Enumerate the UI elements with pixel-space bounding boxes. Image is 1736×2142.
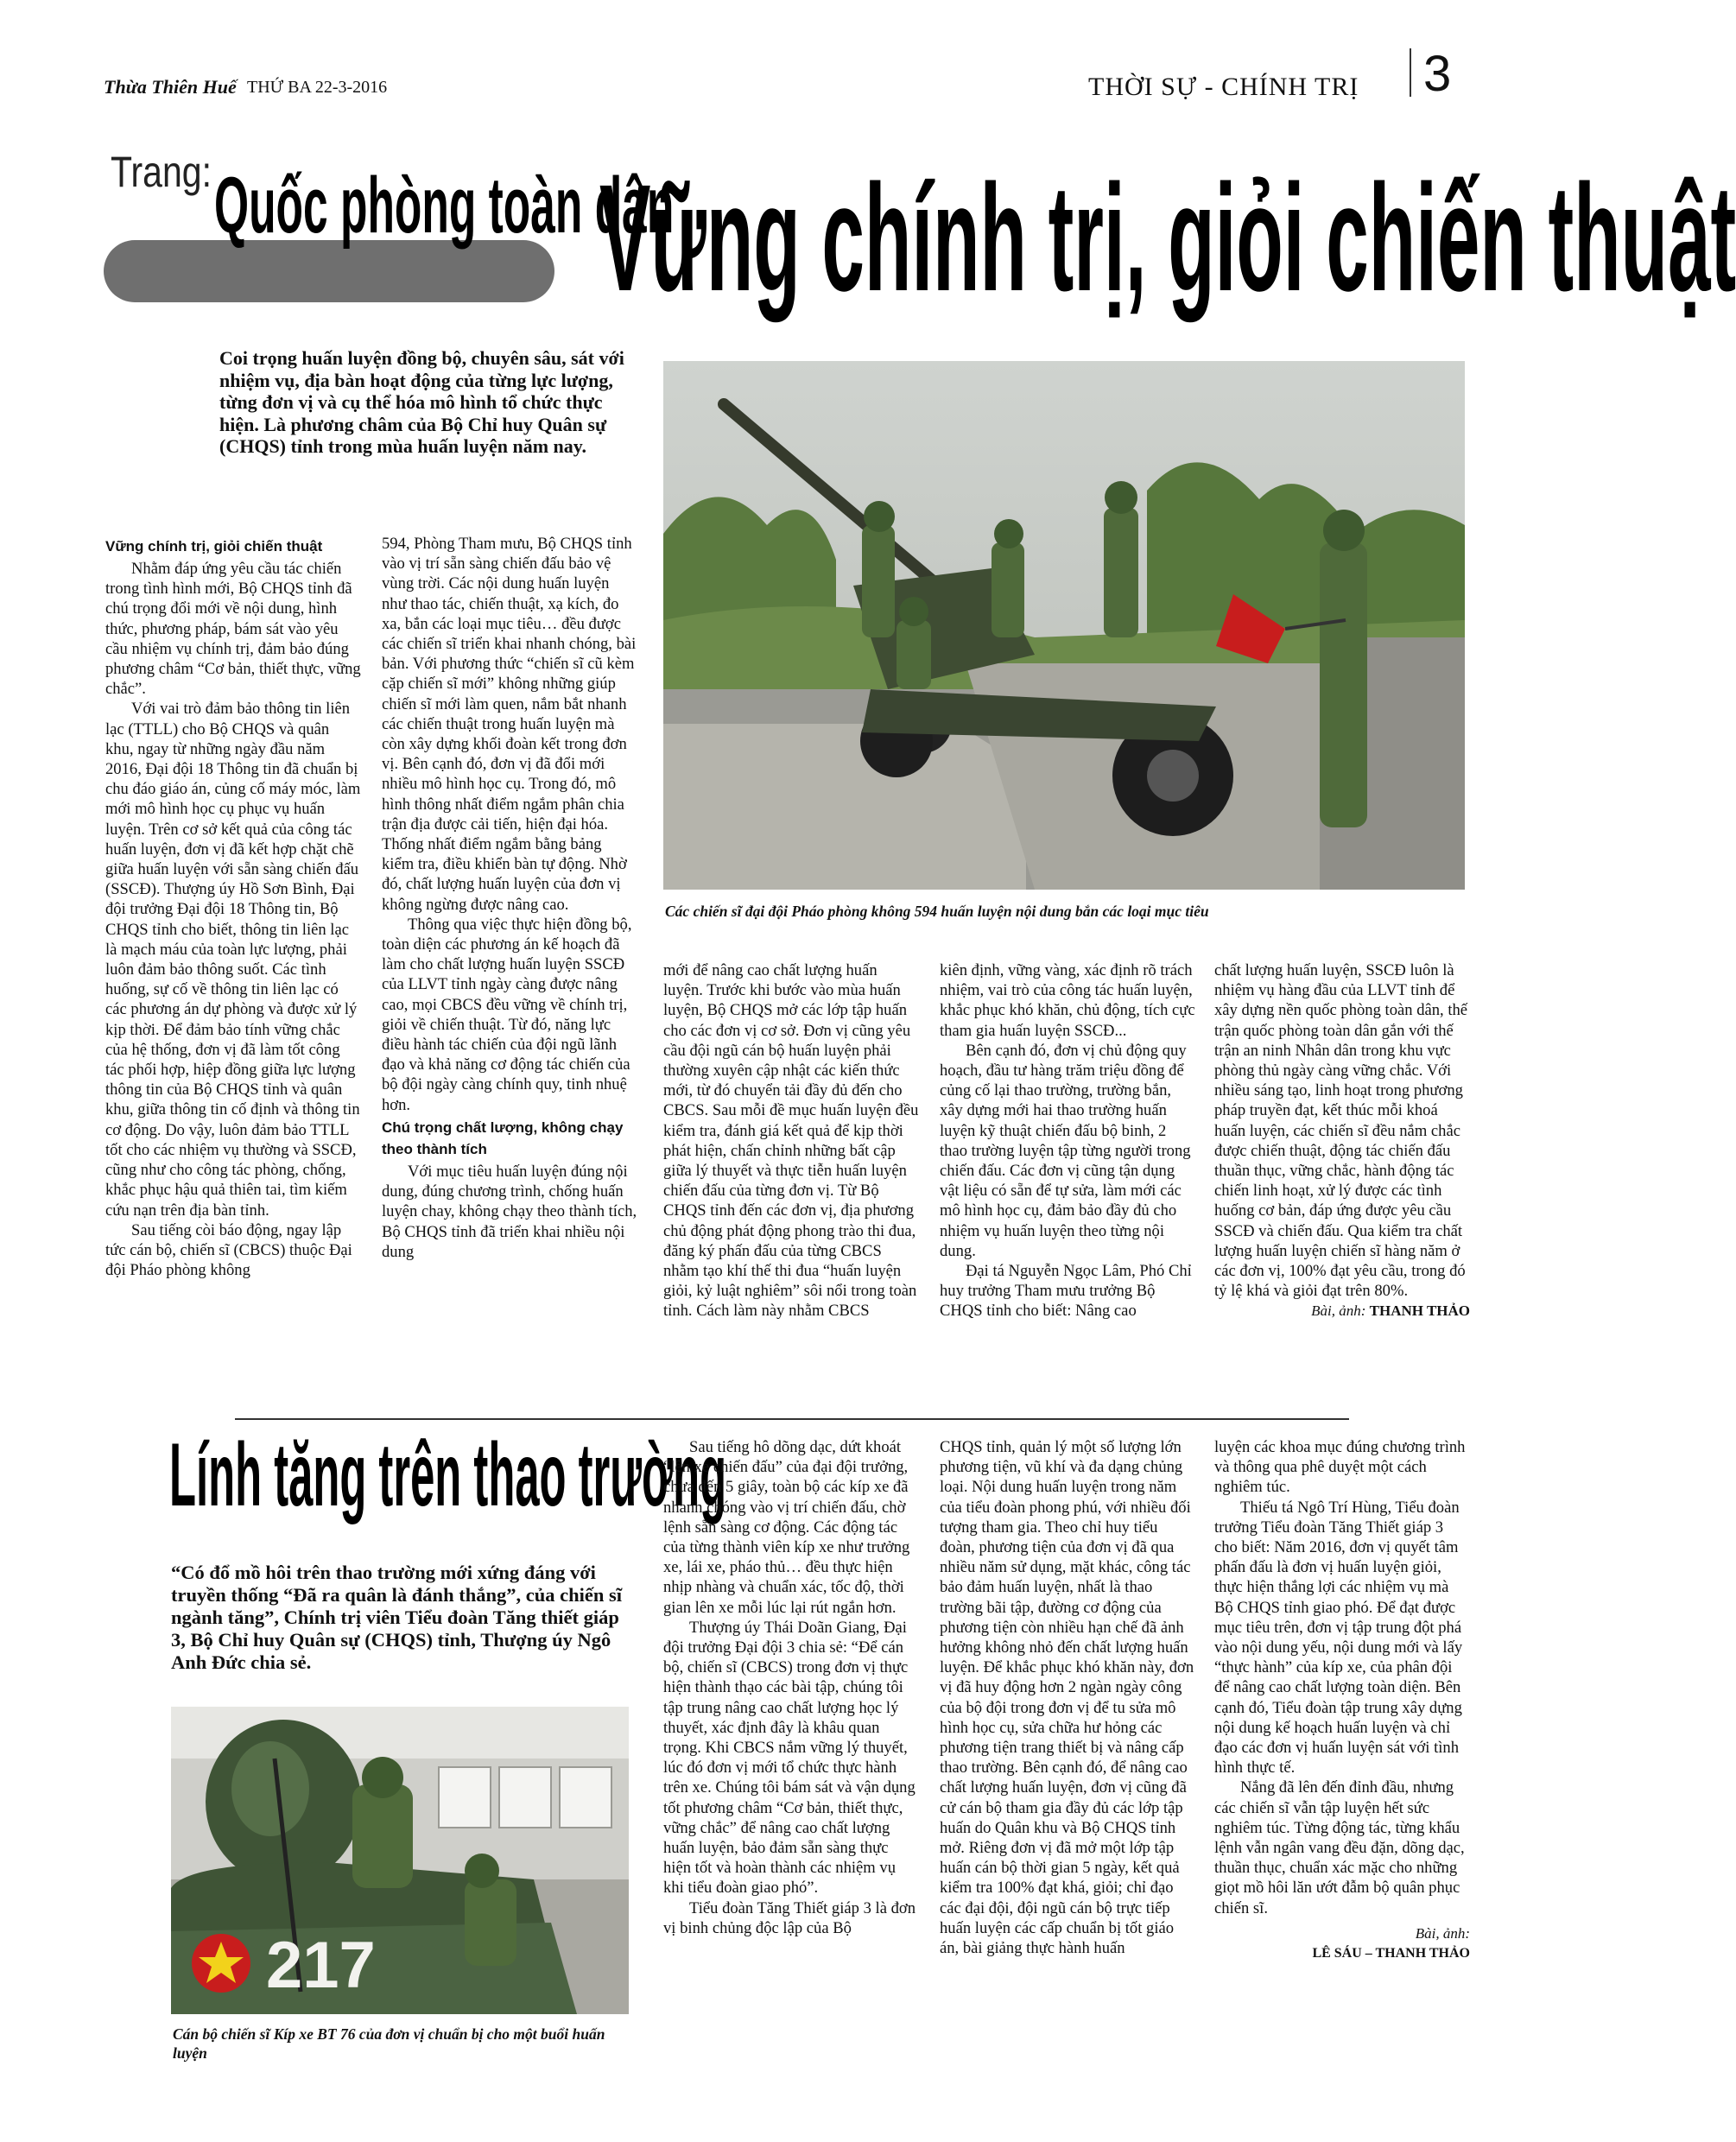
paragraph: Thượng úy Thái Doãn Giang, Đại đội trưởng Đại đội 3 chia sẻ: “Để cán bộ, chiến sĩ (CBCS) trong đơn vị thực hiện thành thạo các bài tập, chúng tôi tập trung nâng cao chất lượng học lý thuyết, xác định đây là khâu quan trọng. Khi CBCS nắm vững lý thuyết, lúc đó đơn vị mới tổ chức thực hành trên xe. Chúng tôi bám sát và vận dụng tốt phương châm “Cơ bản, thiết thực, vững chắc” để nâng cao chất lượng huấn luyện, bảo đảm sẵn sàng thực hiện tốt và hoàn thành các nhiệm vụ khi tiểu đoàn giao phó”. bbox=[663, 1618, 916, 1898]
article1-column-5 bbox=[1214, 960, 1470, 1321]
paragraph: Thiếu tá Ngô Trí Hùng, Tiểu đoàn trưởng Tiểu đoàn Tăng Thiết giáp 3 cho biết: Năm 2016, đơn vị quyết tâm phấn đấu là đơn vị huấn luyện giỏi, thực hiện thắng lợi các nhiệm vụ mà Bộ CHQS tỉnh giao phó. Để đạt được mục tiêu trên, đơn vị tập trung đột phá vào nội dung yếu, nội dung mới và lấy “thực hành” của kíp xe, của phân đội để nâng cao chất lượng toàn diện. Bên cạnh đó, Tiểu đoàn tập trung xây dựng nội dung kế hoạch huấn luyện và chỉ đạo các đơn vị huấn luyện sát với tình hình thực tế. bbox=[1214, 1498, 1463, 1778]
paper-name: Thừa Thiên Huế bbox=[104, 76, 237, 98]
section-name: THỜI SỰ - CHÍNH TRỊ bbox=[1088, 73, 1359, 101]
paragraph: Sau tiếng còi báo động, ngay lập tức cán bộ, chiến sĩ (CBCS) thuộc Đại đội Pháo phòng không bbox=[105, 1220, 352, 1280]
article1-byline bbox=[1214, 1301, 1470, 1321]
article1-headline: Vững chính trị, giỏi chiến thuật bbox=[599, 154, 1736, 323]
article2-headline: Lính tăng trên thao trường bbox=[169, 1425, 727, 1525]
page-number: 3 bbox=[1423, 46, 1452, 102]
paragraph: CHQS tỉnh, quản lý một số lượng lớn phương tiện, vũ khí và đa dạng chủng loại. Nội dung huấn luyện trong năm của tiểu đoàn phong phú, với nhiều đối tượng tham gia. Theo chỉ huy tiểu đoàn, phương tiện của đơn vị đã qua nhiều năm sử dụng, mặt khác, công tác bảo đảm huấn luyện, nhất là thao trường bãi tập, đường cơ động của phương tiện còn nhiều hạn chế đã ảnh hưởng không nhỏ đến chất lượng huấn luyện. Để khắc phục khó khăn này, đơn vị đã huy động hơn 2 ngàn ngày công của bộ đội trong đơn vị để tu sửa mô hình học cụ, sửa chữa hư hỏng các phương tiện trang thiết bị và nâng cấp thao trường. Bên cạnh đó, để nâng cao chất lượng huấn luyện, đơn vị cũng đã cử cán bộ tham gia đầy đủ các lớp tập huấn do Quân khu và Bộ CHQS tỉnh mở. Riêng đơn vị đã mở một lớp tập huấn cán bộ thời gian 5 ngày, kết quả kiểm tra 100% đạt khá, giỏi; chỉ đạo các đại đội, đội ngũ cán bộ trực tiếp huấn luyện các cấp chuẩn bị tốt giáo án, bài giảng thực hành huấn bbox=[940, 1438, 1194, 1958]
article-divider bbox=[235, 1418, 1349, 1420]
paragraph: chất lượng huấn luyện, SSCĐ luôn là nhiệm vụ hàng đầu của LLVT tỉnh để xây dựng nền quốc phòng toàn dân, thế trận quốc phòng toàn dân gắn với thế trận an ninh Nhân dân trong khu vực phòng thủ ngày càng vững chắc. Với nhiều sáng tạo, linh hoạt trong phương pháp truyền đạt, kết thúc mỗi khoá huấn luyện, các chiến sĩ đều nắm chắc được chiến thuật, động tác chiến đấu thuần thục, vững chắc, hành động tác chiến linh hoạt, xử lý được các tình huống cơ bản, đáp ứng được yêu cầu SSCĐ và chiến đấu. Qua kiểm tra chất lượng huấn luyện chiến sĩ hàng năm ở các đơn vị, 100% đạt yêu cầu, trong đó tỷ lệ khá và giỏi đạt trên 80%. bbox=[1214, 961, 1468, 1301]
paragraph: luyện các khoa mục đúng chương trình và thông qua phê duyệt một cách nghiêm túc. bbox=[1214, 1438, 1466, 1497]
paragraph: Với mục tiêu huấn luyện đúng nội dung, đúng chương trình, chống huấn luyện chay, không chạy theo thành tích, Bộ CHQS tỉnh đã triển khai nhiều nội dung bbox=[382, 1162, 637, 1261]
paragraph: Nắng đã lên đến đỉnh đầu, nhưng các chiến sĩ vẫn tập luyện hết sức nghiêm túc. Từng động tác, từng khẩu lệnh vẫn ngân vang đều đặn, dõng dạc, thuần thục, chuẩn xác mặc cho những giọt mồ hôi lăn ướt đẫm bộ quân phục chiến sĩ. bbox=[1214, 1778, 1465, 1917]
paragraph: kiên định, vững vàng, xác định rõ trách nhiệm, vai trò của công tác huấn luyện, khắc phục khó khăn, chủ động, tích cực tham gia huấn luyện SSCĐ... bbox=[940, 961, 1195, 1040]
article1-subhead-1: Vững chính trị, giỏi chiến thuật bbox=[105, 538, 323, 555]
article2-column-2 bbox=[663, 1437, 919, 1938]
article2-column-4 bbox=[1214, 1437, 1470, 1963]
anti-aircraft-gun-photo bbox=[663, 361, 1465, 890]
rubric-title: Quốc phòng toàn dân bbox=[214, 162, 675, 250]
article1-column-3 bbox=[663, 960, 919, 1321]
paragraph: Với vai trò đảm bảo thông tin liên lạc (TTLL) cho Bộ CHQS và quân khu, ngay từ những ngày đầu năm 2016, Đại đội 18 Thông tin đã chuẩn bị chu đáo giáo án, củng cố máy móc, làm mới mô hình học cụ phục vụ huấn luyện. Trên cơ sở kết quả của công tác huấn luyện, đơn vị đã kết hợp chặt chẽ giữa huấn luyện với sẵn sàng chiến đấu (SSCĐ). Thượng úy Hồ Sơn Bình, Đại đội trưởng Đại đội 18 Thông tin, Bộ CHQS tỉnh cho biết, thông tin liên lạc là mạch máu của toàn lực lượng, phải luôn đảm bảo thông suốt. Các tình huống, sự cố về thông tin liên lạc có các phương án dự phòng và được xử lý kịp thời. Để đảm bảo tính vững chắc của hệ thống, đơn vị đã làm tốt công tác phối hợp, hiệp đồng giữa lực lượng thông tin của Bộ CHQS tỉnh và quân khu, giữa thông tin cố định và thông tin cơ động. Do vậy, luôn đảm bảo TTLL tốt cho các nhiệm vụ thường và SSCĐ, cũng như cho công tác phòng, chống, khắc phục hậu quả thiên tai, tìm kiếm cứu nạn trên địa bàn tỉnh. bbox=[105, 700, 361, 1220]
article2-byline-label: Bài, ảnh: bbox=[1415, 1924, 1470, 1942]
tank-photo bbox=[171, 1707, 629, 2014]
paragraph: 594, Phòng Tham mưu, Bộ CHQS tỉnh vào vị trí sẵn sàng chiến đấu bảo vệ vùng trời. Các nội dung huấn luyện như thao tác, chiến thuật, xạ kích, đo xa, bắn các loại mục tiêu… đều được các chiến sĩ triển khai nhanh chóng, bài bản. Với phương thức “chiến sĩ cũ kèm cặp chiến sĩ mới” không những giúp chiến sĩ mới làm quen, nắm bắt nhanh các chiến thuật trong huấn luyện mà còn xây dựng khối đoàn kết trong đơn vị. Bên cạnh đó, đơn vị đã đổi mới nhiều mô hình học cụ. Trong đó, mô hình thông nhất điểm ngắm phân chia trận địa được cải tiến, hiện đại hóa. Thống nhất điểm ngắm bằng bảng kiểm tra, điều khiển bàn tự động. Nhờ đó, chất lượng huấn luyện của đơn vị không ngừng được nâng cao. bbox=[382, 535, 637, 914]
article2-photo-caption: Cán bộ chiến sĩ Kíp xe BT 76 của đơn vị chuẩn bị cho một buổi huấn luyện bbox=[173, 2025, 605, 2062]
article1-column-4 bbox=[940, 960, 1195, 1321]
byline-label: Bài, ảnh: bbox=[1311, 1302, 1366, 1320]
masthead bbox=[104, 46, 1486, 102]
paragraph: Đại tá Nguyễn Ngọc Lâm, Phó Chỉ huy trưởng Tham mưu trưởng Bộ CHQS tỉnh cho biết: Nâng cao bbox=[940, 1262, 1192, 1321]
paragraph: Nhằm đáp ứng yêu cầu tác chiến trong tình hình mới, Bộ CHQS tỉnh đã chú trọng đổi mới về nội dung, hình thức, phương pháp, bám sát vào yêu cầu nhiệm vụ chính trị, đảm bảo đúng phương châm “Cơ bản, thiết thực, vững chắc”. bbox=[105, 560, 361, 699]
paragraph: Thông qua việc thực hiện đồng bộ, toàn diện các phương án kế hoạch đã làm cho chất lượng huấn luyện SSCĐ của LLVT tỉnh ngày càng được nâng cao, mọi CBCS đều vững về chính trị, giỏi về chiến thuật. Từ đó, năng lực điều hành tác chiến của đội ngũ lãnh đạo và khả năng cơ động tác chiến của bộ đội ngày càng chính quy, tinh nhuệ hơn. bbox=[382, 915, 632, 1114]
article1-photo-caption: Các chiến sĩ đại đội Pháo phòng không 594 huấn luyện nội dung bắn các loại mục tiêu bbox=[665, 903, 1209, 920]
article1-lead: Coi trọng huấn luyện đồng bộ, chuyên sâu, sát với nhiệm vụ, địa bàn hoạt động của từng lực lượng, từng đơn vị và cụ thể hóa mô hình tổ chức thực hiện. Là phương châm của Bộ Chỉ huy Quân sự (CHQS) tỉnh trong mùa huấn luyện năm nay. bbox=[219, 347, 624, 457]
article2-lead: “Có đổ mồ hôi trên thao trường mới xứng đáng với truyền thống “Đã ra quân là đánh thắng”, của chiến sĩ ngành tăng”, Chính trị viên Tiểu đoàn Tăng thiết giáp 3, Bộ Chỉ huy Quân sự (CHQS) tỉnh, Thượng úy Ngô Anh Đức chia sẻ. bbox=[171, 1562, 622, 1673]
article2-column-3 bbox=[940, 1437, 1195, 1958]
rubric-prefix: Trang: bbox=[111, 148, 212, 196]
paragraph: Sau tiếng hô dõng dạc, dứt khoát “lên xe chiến đấu” của đại đội trưởng, chưa đến 5 giây, toàn bộ các kíp xe đã nhanh chóng vào vị trí chiến đấu, chờ lệnh sẵn sàng cơ động. Các động tác của từng thành viên kíp xe như trưởng xe, lái xe, pháo thủ… đều thực hiện nhịp nhàng và chuẩn xác, tốc độ, thời gian lên xe mỗi lúc lại rút ngắn hơn. bbox=[663, 1438, 910, 1617]
paragraph: mới để nâng cao chất lượng huấn luyện. Trước khi bước vào mùa huấn luyện, Bộ CHQS mở các lớp tập huấn cho các đơn vị cơ sở. Đơn vị cũng yêu cầu đội ngũ cán bộ huấn luyện phải thường xuyên cập nhật các kiến thức mới, từ đó chuyển tải đầy đủ đến cho CBCS. Sau mỗi đề mục huấn luyện đều kiểm tra, đánh giá kết quả để kịp thời phát hiện, chấn chỉnh những bất cập giữa lý thuyết và thực tiễn huấn luyện chiến đấu của từng đơn vị. Từ Bộ CHQS tỉnh đến các đơn vị, địa phương chủ động phát động phong trào thi đua, đăng ký phấn đấu của từng CBCS nhằm tạo khí thế thi đua “huấn luyện giỏi, kỷ luật nghiêm” sôi nổi trong toàn tỉnh. Cách làm này nhằm CBCS bbox=[663, 961, 919, 1321]
paragraph: Bên cạnh đó, đơn vị chủ động quy hoạch, đầu tư hàng trăm triệu đồng để củng cố lại thao trường, trường bắn, xây dựng mới hai thao trường huấn luyện kỹ thuật chiến đấu bộ binh, 2 thao trường luyện tập từng người trong chiến đấu. Các đơn vị cũng tận dụng vật liệu có sẵn để tự sửa, làm mới các mô hình học cụ, đảm bảo đầy đủ cho nhiệm vụ huấn luyện theo từng nội dung. bbox=[940, 1041, 1191, 1260]
issue-date: THỨ BA 22-3-2016 bbox=[247, 78, 388, 97]
paragraph: Tiểu đoàn Tăng Thiết giáp 3 là đơn vị binh chủng độc lập của Bộ bbox=[663, 1898, 916, 1937]
article1-column-2 bbox=[382, 534, 637, 1262]
byline-name: THANH THẢO bbox=[1369, 1302, 1470, 1320]
article1-subhead-2: Chú trọng chất lượng, không chạy theo thành tích bbox=[382, 1119, 624, 1157]
article2-byline-name: LÊ SÁU – THANH THẢO bbox=[1312, 1946, 1470, 1961]
tank-number: 217 bbox=[266, 1929, 376, 2002]
header-divider bbox=[1410, 48, 1411, 97]
article1-column-1 bbox=[105, 534, 361, 1280]
